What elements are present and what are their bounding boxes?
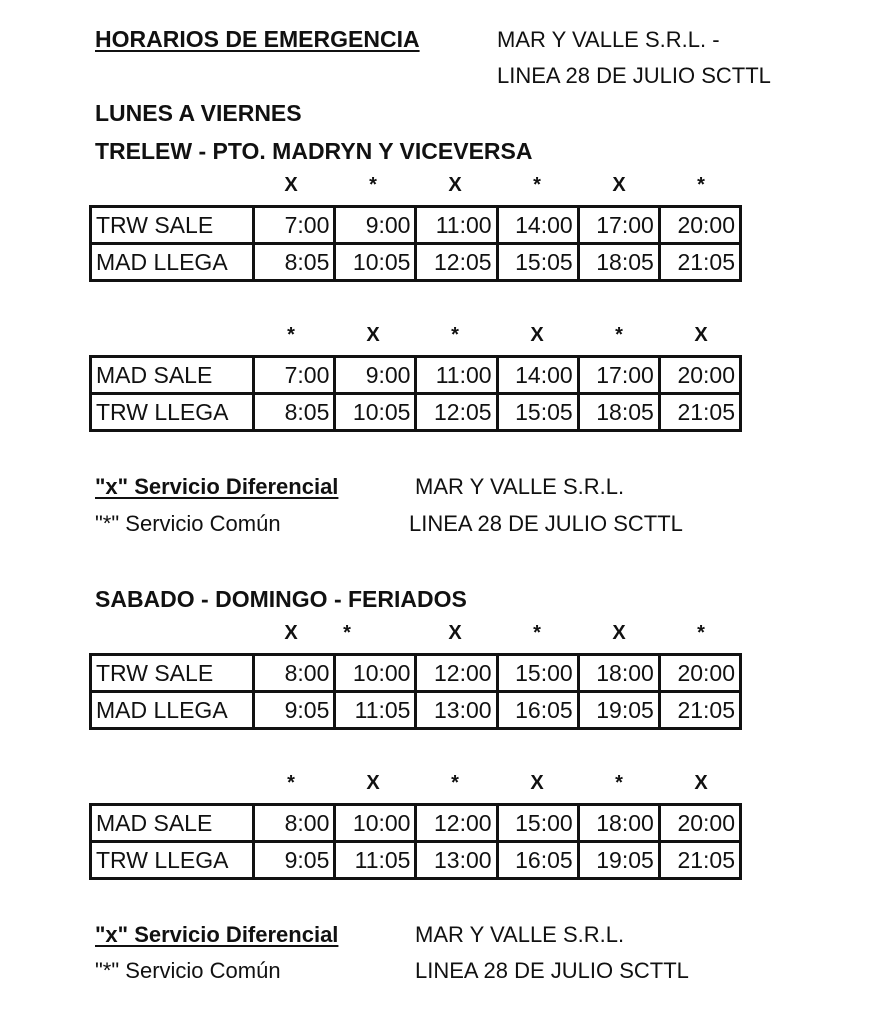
time-cell: 12:05: [416, 394, 497, 431]
time-cell: 12:00: [416, 805, 497, 842]
legend-company-line: LINEA 28 DE JULIO SCTTL: [415, 958, 689, 983]
service-mark: X: [448, 622, 462, 644]
row-label: TRW SALE: [91, 655, 254, 692]
time-cell: 15:00: [497, 805, 578, 842]
time-cell: 11:00: [416, 207, 497, 244]
time-cell: 19:05: [578, 692, 659, 729]
time-cell: 8:00: [254, 655, 335, 692]
time-cell: 7:00: [254, 207, 335, 244]
service-mark: X: [448, 174, 462, 196]
time-cell: 14:00: [497, 357, 578, 394]
time-cell: 11:05: [335, 842, 416, 879]
time-cell: 18:05: [578, 244, 659, 281]
time-cell: 16:05: [497, 842, 578, 879]
time-cell: 20:00: [659, 655, 740, 692]
service-mark: X: [284, 174, 298, 196]
time-cell: 20:00: [659, 207, 740, 244]
company-name: MAR Y VALLE S.R.L. -: [497, 27, 720, 52]
row-label: MAD SALE: [91, 805, 254, 842]
row-label: TRW LLEGA: [91, 842, 254, 879]
time-cell: 9:05: [254, 692, 335, 729]
time-cell: 9:00: [335, 357, 416, 394]
service-mark: *: [287, 324, 295, 346]
time-cell: 15:00: [497, 655, 578, 692]
service-mark: X: [284, 622, 298, 644]
row-label: MAD LLEGA: [91, 692, 254, 729]
row-label: TRW SALE: [91, 207, 254, 244]
service-mark: *: [343, 622, 351, 644]
time-cell: 20:00: [659, 357, 740, 394]
time-cell: 17:00: [578, 207, 659, 244]
table-row: [91, 394, 741, 431]
table-row: [91, 655, 741, 692]
service-mark: *: [287, 772, 295, 794]
time-cell: 15:05: [497, 244, 578, 281]
weekday-days-heading: LUNES A VIERNES: [95, 100, 302, 126]
company-line: LINEA 28 DE JULIO SCTTL: [497, 63, 771, 88]
table-row: [91, 357, 741, 394]
time-cell: 8:00: [254, 805, 335, 842]
service-mark: X: [694, 772, 708, 794]
schedule-table-weekday-mad-trw: [89, 355, 742, 432]
service-mark: *: [615, 324, 623, 346]
row-label: TRW LLEGA: [91, 394, 254, 431]
time-cell: 18:05: [578, 394, 659, 431]
legend-company: MAR Y VALLE S.R.L.: [415, 922, 625, 947]
time-cell: 17:00: [578, 357, 659, 394]
time-cell: 7:00: [254, 357, 335, 394]
time-cell: 10:00: [335, 805, 416, 842]
legend-company: MAR Y VALLE S.R.L.: [415, 474, 625, 499]
legend-company-line: LINEA 28 DE JULIO SCTTL: [409, 511, 683, 536]
service-mark: *: [697, 174, 705, 196]
service-mark: X: [530, 772, 544, 794]
service-mark: X: [366, 772, 380, 794]
time-cell: 21:05: [659, 692, 740, 729]
service-mark: X: [612, 174, 626, 196]
legend-x-label: "x" Servicio Diferencial: [95, 474, 339, 499]
time-cell: 18:00: [578, 655, 659, 692]
schedule-table-weekend-mad-trw: [89, 803, 742, 880]
schedule-table-weekday-trw-mad: [89, 205, 742, 282]
table-row: [91, 207, 741, 244]
table-row: [91, 805, 741, 842]
service-marks-row: [250, 174, 742, 200]
time-cell: 21:05: [659, 842, 740, 879]
table-row: [91, 842, 741, 879]
service-mark: X: [530, 324, 544, 346]
route-heading: TRELEW - PTO. MADRYN Y VICEVERSA: [95, 138, 533, 164]
service-mark: *: [451, 324, 459, 346]
legend-star-label: "*" Servicio Común: [95, 511, 281, 536]
time-cell: 10:05: [335, 394, 416, 431]
legend-star-label: "*" Servicio Común: [95, 958, 281, 983]
time-cell: 12:05: [416, 244, 497, 281]
time-cell: 10:05: [335, 244, 416, 281]
service-marks-row: [250, 622, 742, 648]
weekend-days-heading: SABADO - DOMINGO - FERIADOS: [95, 586, 467, 612]
time-cell: 8:05: [254, 244, 335, 281]
time-cell: 19:05: [578, 842, 659, 879]
service-mark: X: [694, 324, 708, 346]
time-cell: 12:00: [416, 655, 497, 692]
service-mark: *: [369, 174, 377, 196]
time-cell: 13:00: [416, 692, 497, 729]
service-mark: *: [533, 622, 541, 644]
time-cell: 11:00: [416, 357, 497, 394]
time-cell: 10:00: [335, 655, 416, 692]
service-mark: X: [366, 324, 380, 346]
service-mark: X: [612, 622, 626, 644]
table-row: [91, 244, 741, 281]
row-label: MAD SALE: [91, 357, 254, 394]
service-mark: *: [451, 772, 459, 794]
row-label: MAD LLEGA: [91, 244, 254, 281]
legend-x-label: "x" Servicio Diferencial: [95, 922, 339, 947]
time-cell: 21:05: [659, 394, 740, 431]
time-cell: 14:00: [497, 207, 578, 244]
time-cell: 11:05: [335, 692, 416, 729]
time-cell: 20:00: [659, 805, 740, 842]
table-row: [91, 692, 741, 729]
time-cell: 13:00: [416, 842, 497, 879]
time-cell: 16:05: [497, 692, 578, 729]
service-mark: *: [615, 772, 623, 794]
time-cell: 18:00: [578, 805, 659, 842]
schedule-table-weekend-trw-mad: [89, 653, 742, 730]
time-cell: 9:05: [254, 842, 335, 879]
page-title: HORARIOS DE EMERGENCIA: [95, 26, 420, 52]
service-marks-row: [250, 772, 742, 798]
time-cell: 8:05: [254, 394, 335, 431]
time-cell: 15:05: [497, 394, 578, 431]
service-mark: *: [697, 622, 705, 644]
time-cell: 9:00: [335, 207, 416, 244]
service-marks-row: [250, 324, 742, 350]
service-mark: *: [533, 174, 541, 196]
time-cell: 21:05: [659, 244, 740, 281]
